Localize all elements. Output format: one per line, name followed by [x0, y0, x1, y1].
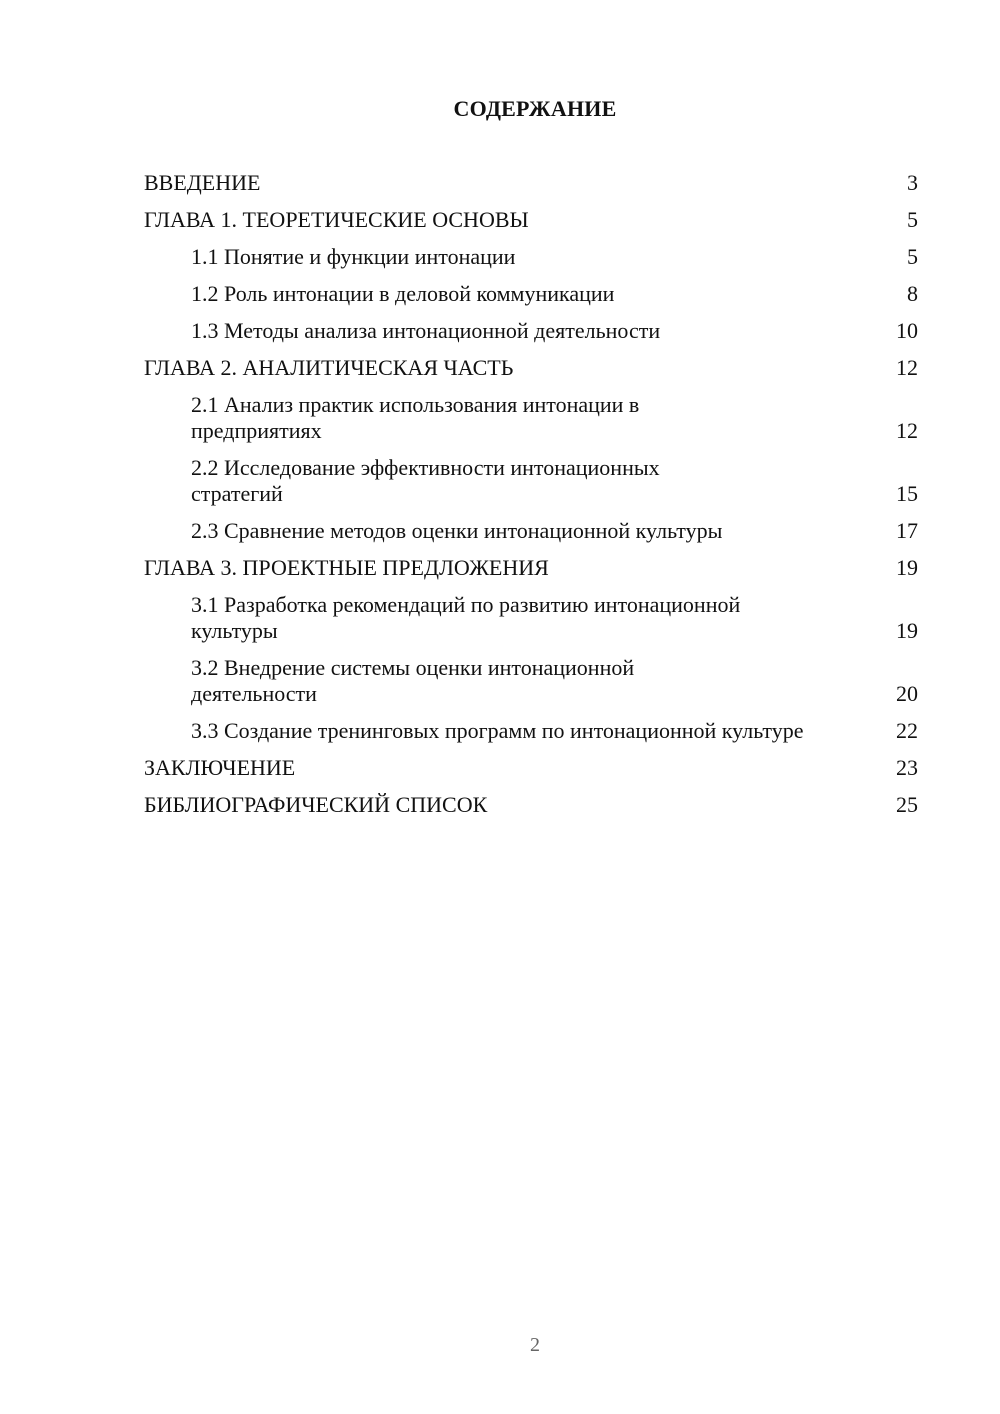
toc-entry-label: 1.3 Методы анализа интонационной деятельности	[191, 318, 661, 343]
toc-entry-page: 25	[896, 792, 918, 817]
toc-entry-page: 3	[907, 170, 918, 195]
toc-entry-section-1-3[interactable]	[144, 318, 918, 344]
toc-entry-section-1-2[interactable]	[144, 281, 918, 307]
toc-entry-label: ВВЕДЕНИЕ	[144, 170, 261, 195]
toc-entry-page: 17	[896, 518, 918, 543]
toc-entry-label: 3.1 Разработка рекомендаций по развитию интонационной культуры	[191, 592, 741, 643]
toc-entry-label: ГЛАВА 2. АНАЛИТИЧЕСКАЯ ЧАСТЬ	[144, 355, 514, 380]
toc-entry-introduction[interactable]	[144, 170, 918, 196]
toc-entry-section-2-3[interactable]	[144, 518, 918, 544]
toc-entry-bibliography[interactable]	[144, 792, 918, 818]
toc-entry-page: 5	[907, 244, 918, 269]
page-number: 2	[530, 1334, 540, 1356]
toc-entry-section-2-1[interactable]	[144, 392, 918, 444]
toc-entry-label: 2.2 Исследование эффективности интонационных стратегий	[191, 455, 660, 506]
toc-entry-page: 12	[896, 418, 918, 443]
table-of-contents	[144, 170, 918, 829]
toc-entry-page: 20	[896, 681, 918, 706]
toc-entry-label: ГЛАВА 3. ПРОЕКТНЫЕ ПРЕДЛОЖЕНИЯ	[144, 555, 549, 580]
toc-entry-page: 12	[896, 355, 918, 380]
toc-entry-label: 3.2 Внедрение системы оценки интонационной деятельности	[191, 655, 635, 706]
toc-entry-page: 10	[896, 318, 918, 343]
toc-entry-section-3-1[interactable]	[144, 592, 918, 644]
toc-entry-page: 23	[896, 755, 918, 780]
toc-entry-chapter-2[interactable]	[144, 355, 918, 381]
toc-entry-label: ЗАКЛЮЧЕНИЕ	[144, 755, 296, 780]
toc-entry-chapter-3[interactable]	[144, 555, 918, 581]
toc-entry-page: 5	[907, 207, 918, 232]
toc-entry-page: 22	[896, 718, 918, 743]
toc-entry-page: 19	[896, 555, 918, 580]
toc-entry-label: 3.3 Создание тренинговых программ по интонационной культуре	[191, 718, 804, 743]
toc-entry-page: 19	[896, 618, 918, 643]
toc-entry-label: 1.1 Понятие и функции интонации	[191, 244, 516, 269]
toc-entry-conclusion[interactable]	[144, 755, 918, 781]
toc-entry-section-1-1[interactable]	[144, 244, 918, 270]
toc-entry-label: 2.3 Сравнение методов оценки интонационной культуры	[191, 518, 723, 543]
toc-entry-page: 15	[896, 481, 918, 506]
toc-entry-section-3-3[interactable]	[144, 718, 918, 744]
toc-title: СОДЕРЖАНИЕ	[453, 96, 617, 121]
toc-entry-chapter-1[interactable]	[144, 207, 918, 233]
toc-entry-label: 1.2 Роль интонации в деловой коммуникации	[191, 281, 615, 306]
toc-entry-label: ГЛАВА 1. ТЕОРЕТИЧЕСКИЕ ОСНОВЫ	[144, 207, 529, 232]
toc-entry-section-3-2[interactable]	[144, 655, 918, 707]
toc-entry-page: 8	[907, 281, 918, 306]
toc-entry-section-2-2[interactable]	[144, 455, 918, 507]
toc-entry-label: 2.1 Анализ практик использования интонации в предприятиях	[191, 392, 640, 443]
toc-entry-label: БИБЛИОГРАФИЧЕСКИЙ СПИСОК	[144, 792, 488, 817]
